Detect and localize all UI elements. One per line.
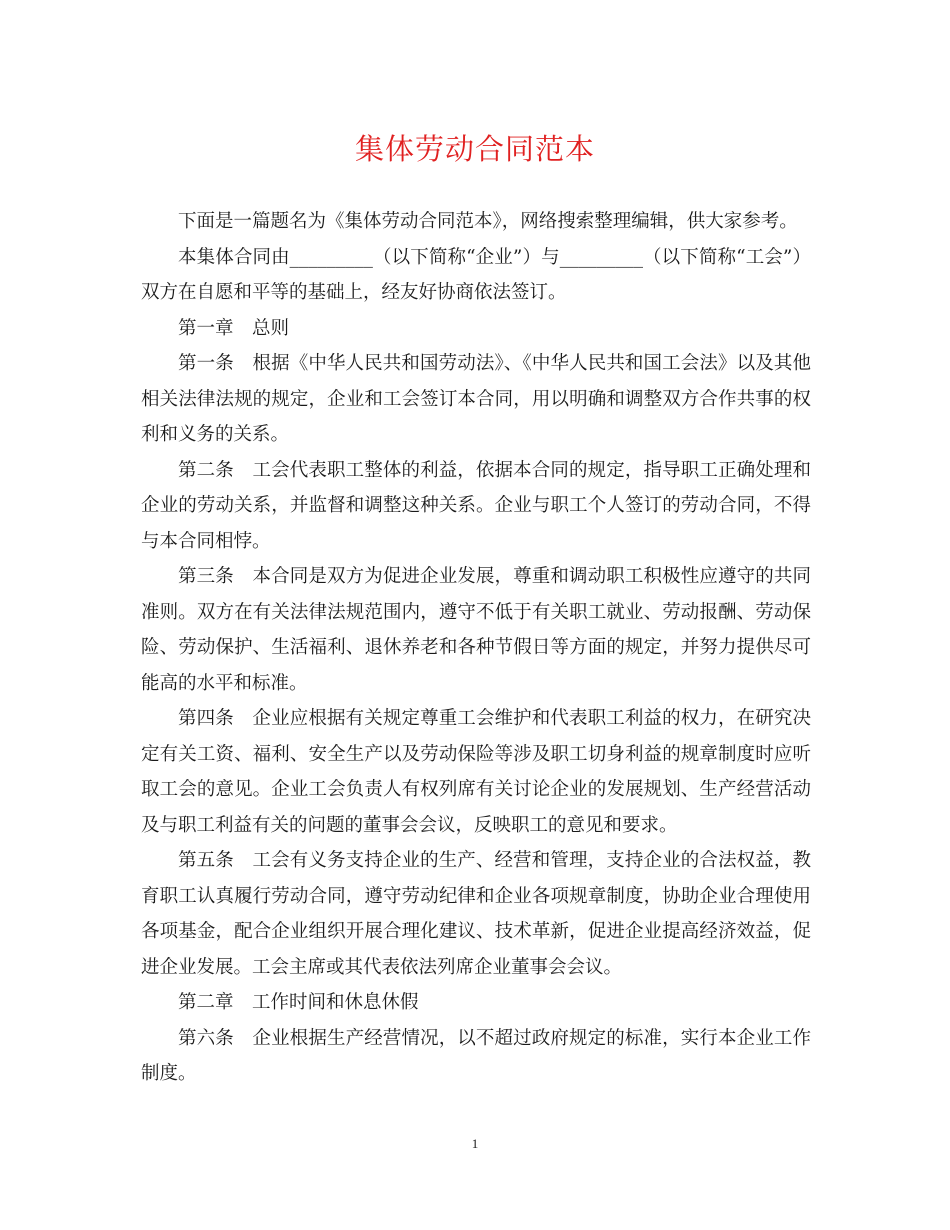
page-number: 1 (471, 1136, 479, 1151)
article-6: 第六条 企业根据生产经营情况，以不超过政府规定的标准，实行本企业工作制度。 (141, 1027, 811, 1084)
paragraph-intro: 下面是一篇题名为《集体劳动合同范本》，网络搜索整理编辑，供大家参考。 (178, 211, 798, 232)
article-3: 第三条 本合同是双方为促进企业发展，尊重和调动职工积极性应遵守的共同准则。双方在有关法律法规范围内，遵守不低于有关职工就业、劳动报酬、劳动保险、劳动保护、生活福利、退休养老和各种节假日等方面的规定，并努力提供尽可能高的水平和标准。 (141, 566, 811, 694)
article-1: 第一条 根据《中华人民共和国劳动法》、《中华人民共和国工会法》以及其他相关法律法规的规定，企业和工会签订本合同，用以明确和调整双方合作共事的权利和义务的关系。 (141, 353, 811, 445)
article-5: 第五条 工会有义务支持企业的生产、经营和管理，支持企业的合法权益，教育职工认真履行劳动合同，遵守劳动纪律和企业各项规章制度，协助企业合理使用各项基金，配合企业组织开展合理化建议、技术革新，促进企业提高经济效益，促进企业发展。工会主席或其代表依法列席企业董事会会议。 (141, 850, 811, 978)
document-body (141, 204, 811, 1092)
chapter-heading-1: 第一章 总则 (178, 317, 290, 339)
article-4: 第四条 企业应根据有关规定尊重工会维护和代表职工利益的权力，在研究决定有关工资、福利、安全生产以及劳动保险等涉及职工切身利益的规章制度时应听取工会的意见。企业工会负责人有权列席有关讨论企业的发展规划、生产经营活动及与职工利益有关的问题的董事会会议，反映职工的意见和要求。 (141, 708, 811, 836)
paragraph-parties: 本集体合同由_________（以下简称“企业”）与_________（以下简称“工会”）双方在自愿和平等的基础上，经友好协商依法签订。 (141, 246, 811, 303)
chapter-heading-2: 第二章 工作时间和休息休假 (178, 992, 419, 1013)
document-title: 集体劳动合同范本 (354, 132, 595, 166)
article-2: 第二条 工会代表职工整体的利益，依据本合同的规定，指导职工正确处理和企业的劳动关系，并监督和调整这种关系。企业与职工个人签订的劳动合同，不得与本合同相悖。 (141, 459, 811, 552)
